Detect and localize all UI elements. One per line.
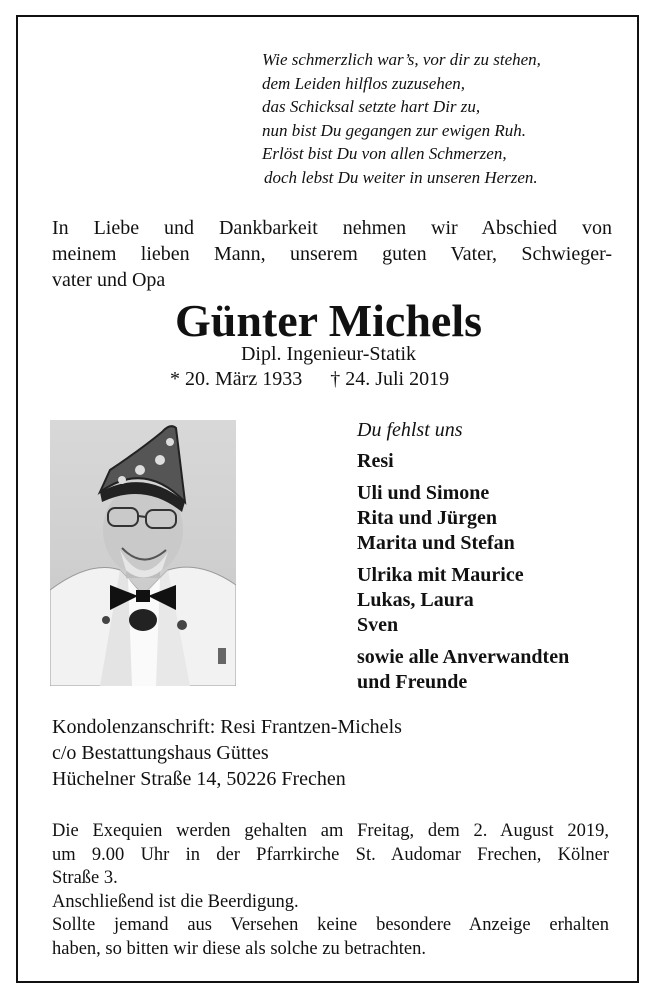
poem-line: doch lebst Du weiter in unseren Herzen. bbox=[264, 167, 538, 187]
family-member: sowie alle Anverwandten bbox=[357, 646, 570, 668]
family-group bbox=[357, 449, 627, 474]
notice-line: um 9.00 Uhr in der Pfarrkirche St. Audomar Frechen, Kölner bbox=[52, 844, 609, 865]
family-group bbox=[357, 563, 627, 638]
deceased-name: Günter Michels bbox=[174, 295, 483, 346]
poem-line: das Schicksal setzte hart Dir zu, bbox=[262, 97, 481, 116]
portrait-illustration bbox=[50, 420, 236, 686]
family-heading: Du fehlst uns bbox=[357, 419, 463, 441]
family-member: Resi bbox=[357, 450, 394, 472]
farewell-text bbox=[52, 215, 612, 293]
notice-line: Straße 3. bbox=[52, 868, 118, 888]
family-group bbox=[357, 645, 627, 695]
family-member: und Freunde bbox=[357, 671, 468, 693]
life-dates bbox=[170, 367, 449, 391]
notice-line: Anschließend ist die Beerdigung. bbox=[52, 891, 299, 912]
deceased-title: Dipl. Ingenieur-Statik bbox=[240, 343, 417, 365]
family-group bbox=[357, 481, 627, 556]
farewell-line: meinem lieben Mann, unserem guten Vater, Schwieger- bbox=[52, 243, 612, 265]
poem-line: nun bist Du gegangen zur ewigen Ruh. bbox=[262, 120, 526, 140]
funeral-notice bbox=[52, 820, 609, 961]
notice-line: Sollte jemand aus Versehen keine besondere Anzeige erhalten bbox=[52, 915, 609, 935]
address-line: Kondolenzanschrift: Resi Frantzen-Michels bbox=[52, 716, 402, 738]
family-member: Uli und Simone bbox=[357, 482, 490, 504]
address-line: c/o Bestattungshaus Güttes bbox=[52, 742, 269, 764]
poem-line: Erlöst bist Du von allen Schmerzen, bbox=[262, 144, 507, 163]
notice-line: Die Exequien werden gehalten am Freitag, dem 2. August 2019, bbox=[52, 821, 609, 841]
family-member: Lukas, Laura bbox=[357, 589, 474, 611]
family-member: Sven bbox=[357, 614, 399, 636]
birth-date: * 20. März 1933 bbox=[170, 368, 303, 390]
poem bbox=[262, 48, 622, 189]
notice-line: haben, so bitten wir diese als solche zu betrachten. bbox=[52, 938, 426, 959]
condolence-address bbox=[52, 714, 402, 792]
family-list bbox=[357, 417, 627, 702]
farewell-line: In Liebe und Dankbarkeit nehmen wir Abschied von bbox=[52, 217, 612, 239]
family-member: Marita und Stefan bbox=[357, 532, 515, 554]
family-member: Rita und Jürgen bbox=[357, 507, 498, 529]
family-member: Ulrika mit Maurice bbox=[357, 564, 524, 586]
farewell-line: vater und Opa bbox=[52, 269, 166, 291]
death-date: † 24. Juli 2019 bbox=[330, 368, 450, 390]
portrait-photo bbox=[50, 420, 236, 686]
address-line: Hüchelner Straße 14, 50226 Frechen bbox=[52, 768, 346, 790]
poem-line: Wie schmerzlich war’s, vor dir zu stehen, bbox=[262, 50, 541, 69]
poem-line: dem Leiden hilflos zuzusehen, bbox=[262, 73, 466, 93]
